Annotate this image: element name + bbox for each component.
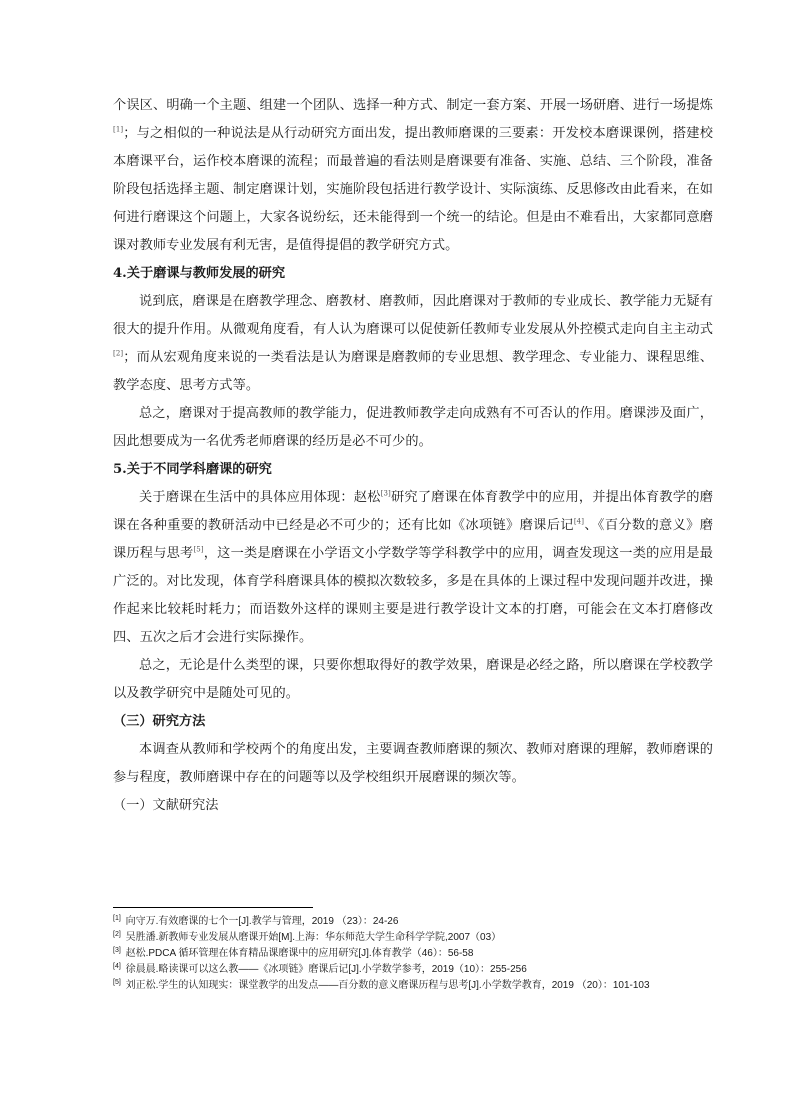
citation-marker: [1] xyxy=(113,125,124,134)
paragraph: 总之，无论是什么类型的课，只要你想取得好的教学效果，磨课是必经之路，所以磨课在学校教学以及教学研究中是随处可见的。 xyxy=(113,658,713,701)
section-heading-5: 5.关于不同学科磨课的研究 xyxy=(113,462,272,477)
footnote-mark: [2] xyxy=(113,930,121,938)
footnote-text: 向守万.有效磨课的七个一[J].教学与管理，2019 （23）：24-26 xyxy=(122,916,399,927)
footnote-separator xyxy=(113,907,313,908)
footnote xyxy=(113,914,713,930)
footnote xyxy=(113,946,713,962)
paragraph-text: ，这一类是磨课在小学语文小学数学等学科教学中的应用，调查发现这一类的应用是最广泛的。对比发现，体育学科磨课具体的模拟次数较多，多是在具体的上课过程中发现问题并改进，操作起来比较耗时耗力；而语数外这样的课则主要是进行教学设计文本的打磨，可能会在文本打磨修改四、五次之后才会进行实际操作。 xyxy=(113,546,714,645)
footnote xyxy=(113,962,713,978)
citation-marker: [5] xyxy=(193,545,204,554)
footnote-text: 徐晨晨.略读课可以这么教——《冰项链》磨课后记[J].小学数学参考，2019（10）：255-256 xyxy=(122,964,527,975)
footnote-text: 刘正松.学生的认知现实：课堂教学的出发点——百分数的意义磨课历程与思考[J].小学数学教育，2019 （20）：101-103 xyxy=(122,980,650,991)
footnote-mark: [3] xyxy=(113,946,121,954)
footnote-text: 吴胜潘.新教师专业发展从磨课开始[M].上海：华东师范大学生命科学学院,2007（03） xyxy=(122,932,502,943)
footnotes xyxy=(113,914,713,994)
paragraph-text: 个误区、明确一个主题、组建一个团队、选择一种方式、制定一套方案、开展一场研磨、进行一场提炼 xyxy=(113,98,713,113)
footnote-mark: [5] xyxy=(113,978,121,986)
paragraph-text: 关于磨课在生活中的具体应用体现：赵松 xyxy=(139,490,381,505)
paragraph xyxy=(113,288,713,400)
citation-marker: [3] xyxy=(380,489,391,498)
subsection-heading: （一）文献研究法 xyxy=(113,798,219,813)
footnote-mark: [1] xyxy=(113,914,121,922)
body-content xyxy=(113,92,713,820)
citation-marker: [4] xyxy=(573,517,585,526)
paragraph xyxy=(113,92,713,260)
footnote xyxy=(113,978,713,994)
paragraph: 总之，磨课对于提高教师的教学能力，促进教师教学走向成熟有不可否认的作用。磨课涉及面广，因此想要成为一名优秀老师磨课的经历是必不可少的。 xyxy=(113,406,713,449)
paragraph xyxy=(113,484,713,652)
paragraph-text: 、《百分数的意义》磨课历程与思考 xyxy=(113,518,713,561)
paragraph-text: ；而从宏观角度来说的一类看法是认为磨课是磨教师的专业思想、教学理念、专业能力、课程思维、教学态度、思考方式等。 xyxy=(113,350,713,393)
paragraph: 本调查从教师和学校两个的角度出发，主要调查教师磨课的频次、教师对磨课的理解，教师磨课的参与程度，教师磨课中存在的问题等以及学校组织开展磨课的频次等。 xyxy=(113,742,713,785)
footnote xyxy=(113,930,713,946)
citation-marker: [2] xyxy=(113,349,124,358)
paragraph-text: 研究了磨课在体育教学中的应用，并提出体育教学的磨课在各种重要的教研活动中已经是必不可少的；还有比如《冰项链》磨课后记 xyxy=(113,490,713,533)
footnote-mark: [4] xyxy=(113,962,121,970)
paragraph-text: 说到底，磨课是在磨教学理念、磨教材、磨教师，因此磨课对于教师的专业成长、教学能力无疑有很大的提升作用。从微观角度看，有人认为磨课可以促使新任教师专业发展从外控模式走向自主主动式 xyxy=(113,294,713,337)
section-heading-methods: （三）研究方法 xyxy=(113,714,206,729)
footnote-text: 赵松.PDCA 循环管理在体育精品课磨课中的应用研究[J].体育教学（46）：56-58 xyxy=(122,948,474,959)
paragraph-text: ；与之相似的一种说法是从行动研究方面出发，提出教师磨课的三要素：开发校本磨课课例，搭建校本磨课平台，运作校本磨课的流程；而最普遍的看法则是磨课要有准备、实施、总结、三个阶段，准备阶段包括选择主题、制定磨课计划，实施阶段包括进行教学设计、实际演练、反思修改由此看来，在如何进行磨课这个问题上，大家各说纷纭，还未能得到一个统一的结论。但是由不难看出，大家都同意磨课对教师专业发展有利无害，是值得提倡的教学研究方式。 xyxy=(113,126,713,253)
section-heading-4: 4.关于磨课与教师发展的研究 xyxy=(113,266,286,281)
